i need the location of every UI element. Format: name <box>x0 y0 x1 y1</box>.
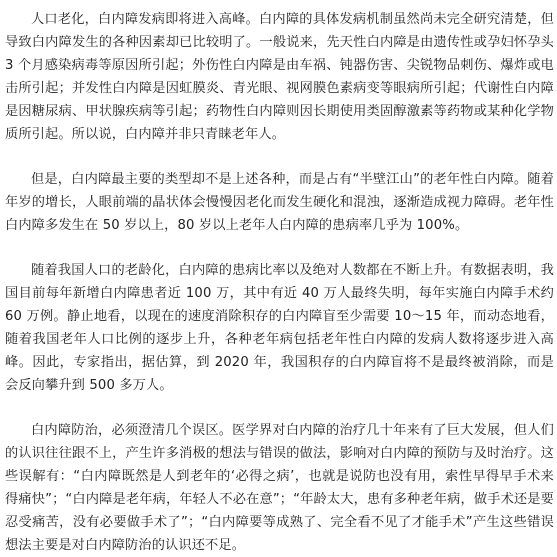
paragraph-cause-overview: 人口老化，白内障发病即将进入高峰。白内障的具体发病机制虽然尚未完全研究清楚，但导致白内障发生的各种因素却已比较明了。一般说来，先天性白内障是由遗传性或孕妇怀孕头 3 个月感染病毒等原因所引起；外伤性白内障是由车祸、钝器伤害、尖锐物品刺伤、爆炸或电击所引起；并发性白内障是因虹膜炎、青光眼、视网膜色素病变等眼病所引起；代谢性白内障是因糖尿病、甲状腺疾病等引起；药物性白内障则因长期使用类固醇激素等药物或某种化学物质所引起。所以说，白内障并非只青睐老年人。 <box>5 12 554 142</box>
paragraph-misconceptions: 白内障防治，必须澄清几个误区。医学界对白内障的治疗几十年来有了巨大发展，但人们的认识往往跟不上，产生许多消极的想法与错误的做法，影响对白内障的预防与及时治疗。这些误解有：“白内障既然是人到老年的‘必得之病’，也就是说防也没有用，索性早得早手术来得痛快”；“白内障是老年病，年轻人不必在意”；“年龄太大，患有多种老年病，做手术还是要忍受痛苦，没有必要做手术了”；“白内障要等成熟了、完全看不见了才能手术”产生这些错误想法主要是对白内障防治的认识还不足。 <box>5 423 554 553</box>
paragraph-senile-cataract: 但是，白内障最主要的类型却不是上述各种，而是占有“半壁江山”的老年性白内障。随着年岁的增长，人眼前端的晶状体会慢慢因老化而发生硬化和混浊，逐渐造成视力障碍。老年性白内障多发生在 50 岁以上，80 岁以上老年人白内障的患病率几乎为 100%。 <box>5 172 554 233</box>
paragraph-aging-statistics: 随着我国人口的老龄化，白内障的患病比率以及绝对人数都在不断上升。有数据表明，我国目前每年新增白内障患者近 100 万，其中有近 40 万人最终失明，每年实施白内障手术约 60 万例。静止地看，以现在的速度消除积存的白内障盲至少需要 10～15 年，而动态地看，随着我国老年人口比例的逐步上升，各种老年病包括老年性白内障的发病人数将逐步进入高峰。因此，专家指出，据估算，到 2020 年，我国积存的白内障盲将不是最终被消除，而是会反向攀升到 500 多万人。 <box>5 263 554 393</box>
